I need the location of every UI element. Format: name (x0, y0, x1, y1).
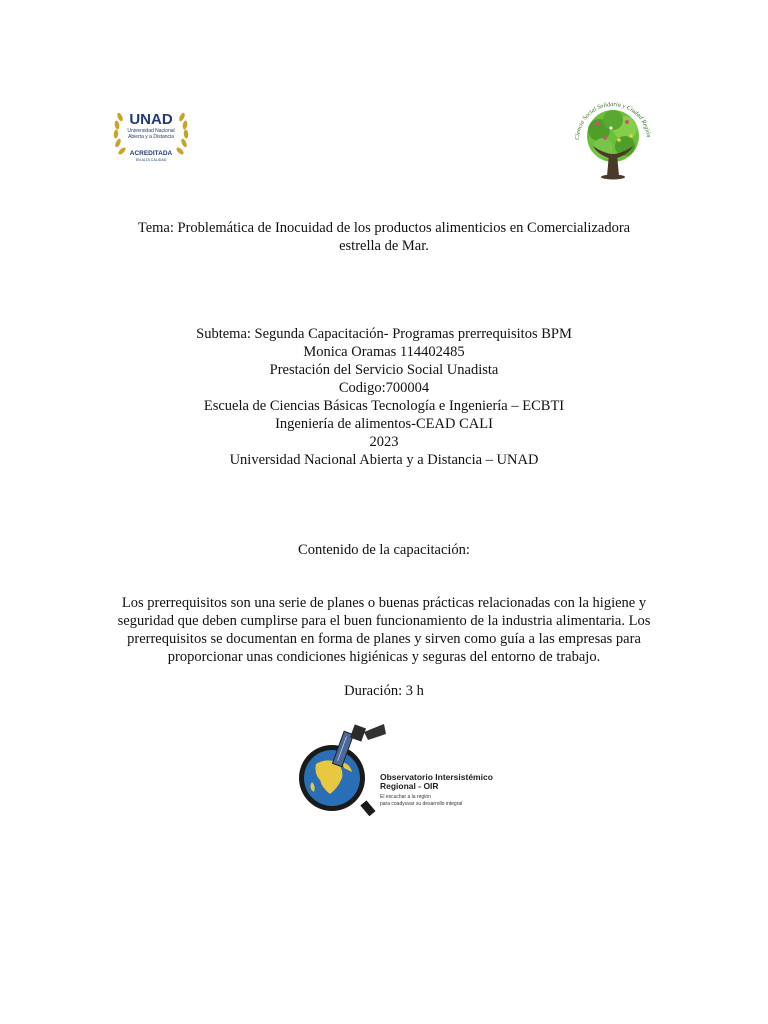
year-line: 2023 (369, 434, 399, 450)
unad-logo (112, 103, 190, 167)
title-line: estrella de Mar. (339, 238, 429, 254)
subtopic-line: Subtema: Segunda Capacitación- Programas prerrequisitos BPM (196, 326, 572, 342)
laurel-left-icon (113, 112, 126, 156)
document-title (96, 219, 672, 255)
oir-logo-line2-text: Regional - OIR (380, 781, 439, 791)
oir-logo (292, 722, 493, 816)
author-line: Monica Oramas 114402485 (303, 344, 465, 360)
tree-logo (567, 94, 659, 184)
body-line: seguridad que deben cumplirse para el buen funcionamiento de la industria alimentaria. Los (117, 613, 651, 629)
duration (96, 682, 672, 700)
unad-logo-main-text: UNAD (129, 111, 173, 128)
unad-logo-sub2-text: Abierta y a Distancia (128, 134, 174, 140)
section-heading (96, 541, 672, 559)
body-paragraph (100, 594, 668, 666)
service-line: Prestación del Servicio Social Unadista (269, 362, 499, 378)
laurel-right-icon (175, 112, 188, 156)
tree-logo-arc-text: Ciencia Social Solidaria y Ciudad Región (573, 100, 652, 141)
body-line: proporcionar unas condiciones higiénicas y seguras del entorno de trabajo. (167, 649, 601, 665)
university-line: Universidad Nacional Abierta y a Distancia – UNAD (229, 452, 539, 468)
oir-logo-tagline1-text: El escuchar a la región (380, 794, 431, 800)
section-heading-text: Contenido de la capacitación: (298, 542, 470, 558)
document-meta (96, 325, 672, 469)
title-line: Tema: Problemática de Inocuidad de los productos alimenticios en Comercializadora (137, 220, 631, 236)
program-line: Ingeniería de alimentos-CEAD CALI (275, 416, 493, 432)
school-line: Escuela de Ciencias Básicas Tecnología e Ingeniería – ECBTI (203, 398, 565, 414)
body-line: Los prerrequisitos son una serie de planes o buenas prácticas relacionadas con la higiene y (121, 595, 647, 611)
code-line: Codigo:700004 (338, 380, 430, 396)
oir-logo-tagline2-text: para coadyuvar su desarrollo integral (380, 801, 463, 807)
unad-logo-accredited-sub-text: EN ALTA CALIDAD (135, 158, 167, 162)
oir-logo-line1-text: Observatorio Intersistémico (380, 772, 493, 782)
duration-text: Duración: 3 h (344, 683, 424, 699)
body-line: prerrequisitos se documentan en forma de planes y sirven como guía a las empresas para (127, 631, 641, 647)
unad-logo-sub1-text: Universidad Nacional (127, 128, 175, 134)
unad-logo-accredited-text: ACREDITADA (129, 150, 173, 157)
